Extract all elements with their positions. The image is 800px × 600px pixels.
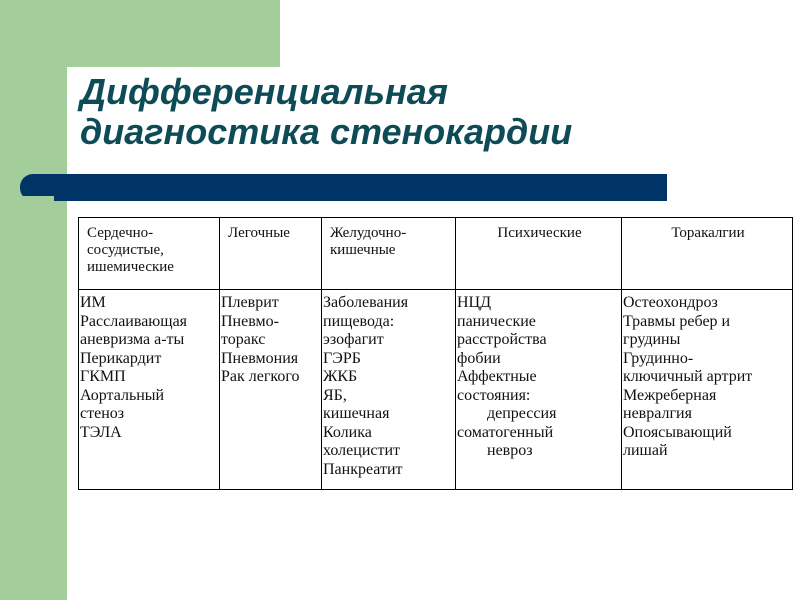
header-gastrointestinal [322, 218, 456, 290]
cell-line: Заболевания [323, 294, 409, 311]
header-thoracalgia [622, 218, 793, 290]
cell-gastrointestinal [322, 290, 456, 490]
cell-line: фобии [457, 349, 501, 367]
header-cell-2 [330, 225, 449, 259]
body-cell-4 [623, 294, 792, 461]
cell-line: Остеохондроз [623, 294, 718, 311]
cell-pulmonary [220, 290, 322, 490]
title-line-2: диагностика стенокардии [80, 111, 573, 152]
cell-line: НЦД [457, 294, 492, 311]
cell-line: депрессия [487, 405, 557, 422]
cell-line: панические [457, 312, 536, 330]
header-psychiatric [456, 218, 622, 290]
cell-line: лишай [623, 442, 668, 459]
cell-thoracalgia [622, 290, 793, 490]
header-line: Желудочно- [330, 225, 407, 241]
cell-line: ГКМП [80, 368, 126, 385]
cell-line: Пневмония [221, 349, 299, 367]
cell-line: ключичный артрит [623, 368, 753, 385]
cell-line: ЯБ, [323, 386, 347, 404]
body-cell-2 [323, 294, 455, 479]
cell-line: ГЭРБ [323, 349, 361, 367]
header-line: кишечные [330, 242, 396, 258]
left-green-band [0, 0, 67, 600]
diagnosis-table [78, 217, 793, 490]
header-line: сосудистые, [87, 242, 164, 258]
cell-line: расстройства [457, 331, 547, 348]
table-row [79, 290, 793, 490]
cell-psychiatric [456, 290, 622, 490]
table-header-row [79, 218, 793, 290]
cell-line: торакс [221, 331, 266, 348]
header-line: Торакалгии [671, 225, 745, 241]
header-line: Сердечно- [87, 225, 154, 241]
cell-line: аневризма а-ты [80, 331, 185, 348]
bar-fill [20, 174, 667, 201]
cell-line: Опоясывающий [623, 423, 732, 441]
header-cell-4 [630, 225, 786, 242]
header-pulmonary [220, 218, 322, 290]
cell-line: ТЭЛА [80, 423, 122, 441]
cell-line: Травмы ребер и [623, 312, 731, 330]
cell-line: Пневмо- [221, 312, 279, 330]
header-cardiovascular [79, 218, 220, 290]
top-green-band [0, 0, 280, 67]
cell-line: ИМ [80, 294, 106, 311]
cell-line: Рак легкого [221, 368, 300, 385]
cell-line: Расслаивающая [80, 312, 188, 330]
body-cell-3 [457, 294, 621, 461]
header-cell-3 [464, 225, 615, 242]
slide-title [80, 72, 572, 152]
cell-line: стеноз [80, 405, 125, 422]
body-cell-0 [80, 294, 219, 442]
cell-line: грудины [623, 331, 681, 348]
header-line: ишемические [87, 259, 174, 275]
cell-line: холецистит [323, 442, 401, 459]
cell-cardiovascular [79, 290, 220, 490]
cell-line: ЖКБ [323, 368, 358, 385]
title-line-1: Дифференциальная [80, 71, 448, 112]
cell-line: кишечная [323, 405, 390, 422]
header-line: Психические [497, 225, 582, 241]
cell-line: невроз [487, 442, 533, 459]
bar-notch [20, 196, 54, 201]
header-line: Легочные [228, 225, 290, 241]
cell-line: пищевода: [323, 312, 395, 330]
cell-line: Аффектные [457, 368, 537, 385]
cell-line: невралгия [623, 405, 692, 422]
cell-line: Грудинно- [623, 349, 694, 367]
cell-line: эзофагит [323, 331, 384, 348]
cell-line: соматогенный [457, 423, 554, 441]
cell-line: Перикардит [80, 349, 162, 367]
cell-line: Межреберная [623, 386, 717, 404]
cell-line: Аортальный [80, 386, 165, 404]
header-cell-0 [87, 225, 213, 276]
body-cell-1 [221, 294, 321, 387]
cell-line: Панкреатит [323, 460, 403, 478]
cell-line: состояния: [457, 386, 531, 404]
title-underline-bar [20, 174, 667, 201]
header-cell-1 [228, 225, 315, 242]
cell-line: Колика [323, 423, 372, 441]
cell-line: Плеврит [221, 294, 279, 311]
